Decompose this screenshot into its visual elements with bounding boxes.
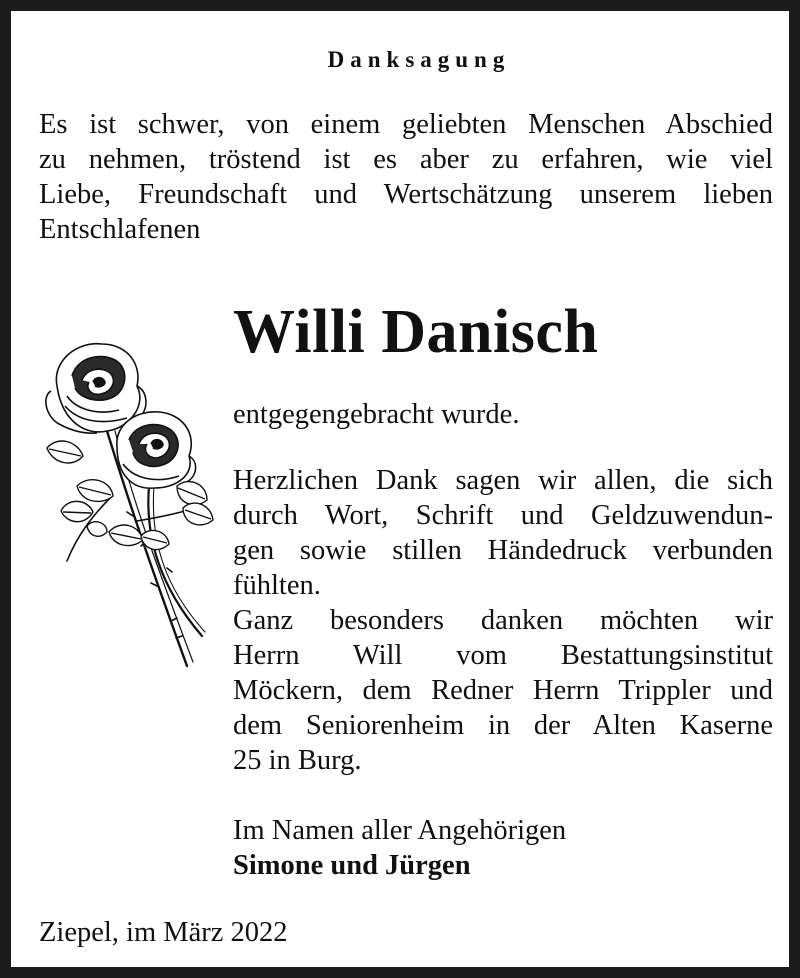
thanks-line: Herrn Will vom Bestattungsinstitut	[233, 640, 773, 671]
intro-text	[39, 107, 773, 247]
thanks-line: Ganz besonders danken möchten wir	[233, 605, 773, 636]
thanks-line: gen sowie stillen Händedruck verbunden	[233, 535, 773, 566]
intro-line: Entschlafenen	[39, 214, 201, 245]
thanks-line: Herzlichen Dank sagen wir allen, die sich	[233, 465, 773, 496]
place-date: Ziepel, im März 2022	[39, 917, 288, 948]
thanks-paragraph	[233, 463, 773, 778]
intro-line: zu nehmen, tröstend ist es aber zu erfahren, wie viel	[39, 144, 773, 175]
thanks-line: 25 in Burg.	[233, 745, 362, 776]
continuation-text: entgegengebracht wurde.	[233, 399, 520, 430]
thanks-line: durch Wort, Schrift und Geldzuwendun-	[233, 500, 773, 531]
signature-block	[233, 813, 773, 883]
signature-preamble: Im Namen aller Angehörigen	[233, 815, 567, 846]
notice-heading: Danksagung	[327, 47, 511, 72]
intro-line: Es ist schwer, von einem geliebten Menschen Abschied	[39, 109, 773, 140]
thanks-line: dem Seniorenheim in der Alten Kaserne	[233, 710, 773, 741]
intro-line: Liebe, Freundschaft und Wertschätzung unserem lieben	[39, 179, 773, 210]
signature-names: Simone und Jürgen	[233, 850, 471, 881]
roses-illustration	[37, 336, 215, 676]
deceased-name: Willi Danisch	[233, 298, 599, 366]
thanks-line: Möckern, dem Redner Herrn Trippler und	[233, 675, 773, 706]
thanks-line: fühlten.	[233, 570, 321, 601]
